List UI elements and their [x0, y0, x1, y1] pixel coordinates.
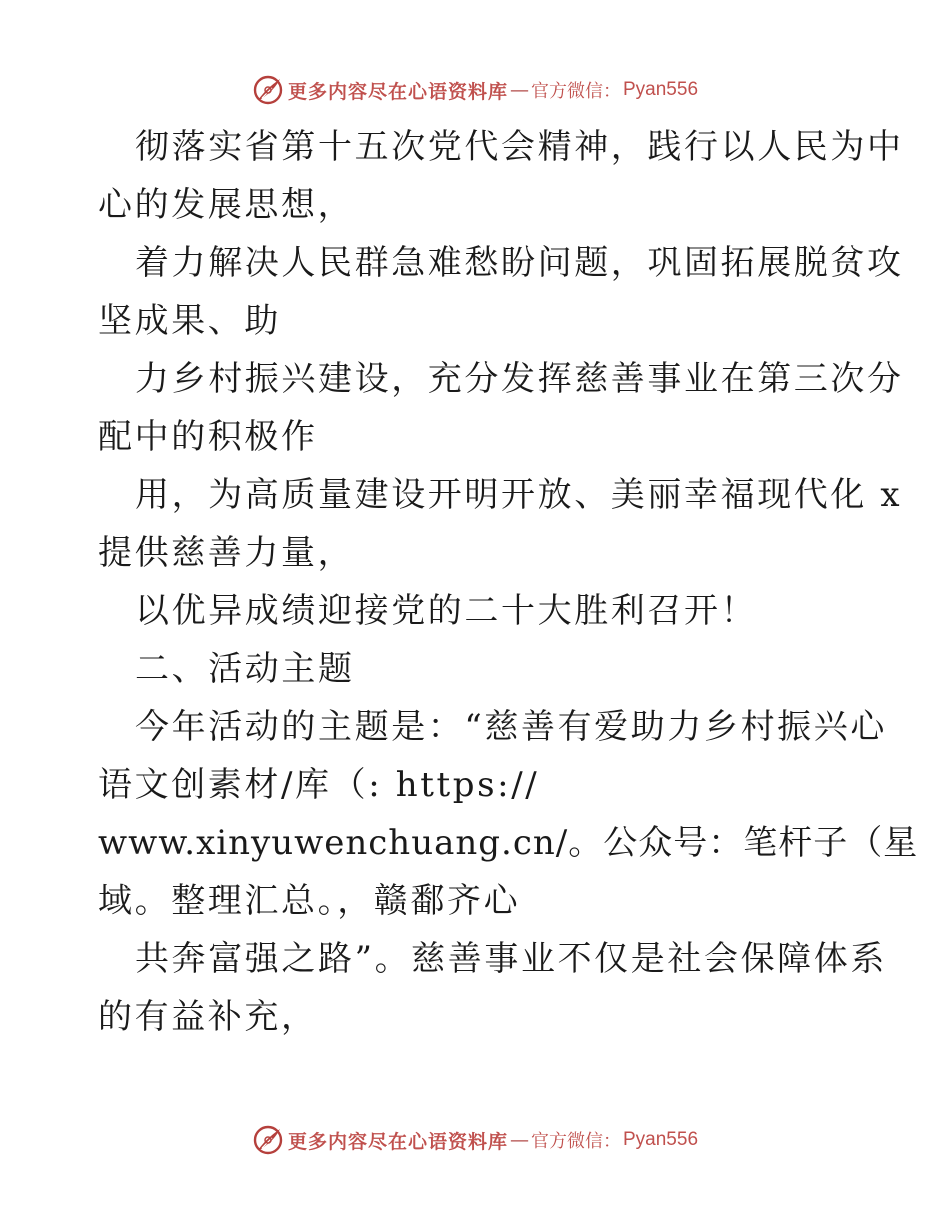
- document-body: [98, 118, 919, 1046]
- footer-banner: [0, 1120, 950, 1160]
- text-line: 今年活动的主题是：“慈善有爱助力乡村振兴心: [135, 707, 887, 747]
- banner-wechat-label: 官方微信：: [531, 81, 621, 102]
- banner-dash: —: [510, 1129, 529, 1151]
- banner-text: 更多内容尽在心语资料库: [287, 80, 508, 103]
- text-line: 心的发展思想，: [98, 185, 355, 225]
- text-line: 的有益补充，: [98, 997, 318, 1037]
- text-line: 语文创素材/库（: https://: [98, 765, 540, 805]
- quill-pen-logo-icon: [252, 74, 284, 106]
- text-line-url: www.xinyuwenchuang.cn/。公众号：笔杆子（星: [98, 823, 919, 863]
- text-line: 域。整理汇总。，赣鄱齐心: [98, 881, 521, 921]
- banner-text: 更多内容尽在心语资料库: [287, 1130, 508, 1153]
- text-line: 用，为高质量建设开明开放、美丽幸福现代化 x: [135, 475, 903, 515]
- text-line: 彻落实省第十五次党代会精神，践行以人民为中: [135, 127, 904, 167]
- header-banner: [0, 70, 950, 110]
- banner-dash: —: [510, 79, 529, 101]
- banner-wechat-label: 官方微信：: [531, 1131, 621, 1152]
- text-line: 配中的积极作: [98, 417, 318, 457]
- banner-wechat-id: Pyan556: [623, 1129, 699, 1150]
- text-line: 提供慈善力量，: [98, 533, 355, 573]
- text-line: 力乡村振兴建设，充分发挥慈善事业在第三次分: [135, 359, 904, 399]
- text-line: 坚成果、助: [98, 301, 281, 341]
- section-heading: 二、活动主题: [135, 649, 355, 689]
- banner-wechat-id: Pyan556: [623, 79, 699, 100]
- text-line: 共奔富强之路”。慈善事业不仅是社会保障体系: [135, 939, 887, 979]
- text-line: 以优异成绩迎接党的二十大胜利召开！: [135, 591, 758, 631]
- quill-pen-logo-icon: [252, 1124, 284, 1156]
- text-line: 着力解决人民群急难愁盼问题，巩固拓展脱贫攻: [135, 243, 904, 283]
